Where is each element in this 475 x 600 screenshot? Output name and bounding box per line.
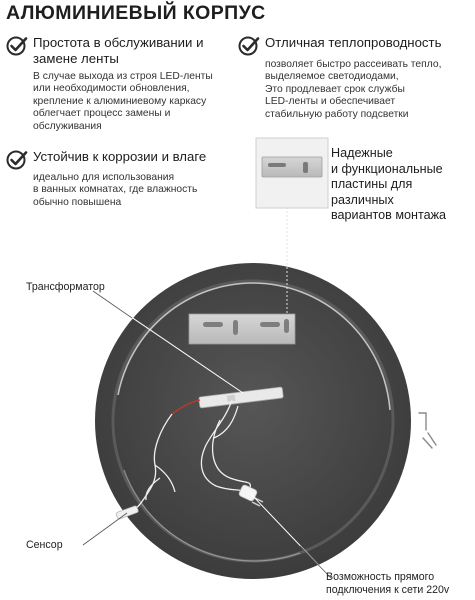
feature-title-line: Устойчив к коррозии и влаге [33,149,207,164]
feature-desc-line: идеально для использования [33,172,175,183]
feature-desc-line: облегчает процесс замены и [33,108,171,120]
feature-desc-line: позволяет быстро рассеивать тепло, [265,59,442,70]
transformer-label: Трансформатор [26,281,105,293]
power-connection-line: Возможность прямого [326,571,435,583]
power-connection-line: подключения к сети 220v [326,584,450,596]
feature-desc-line: обычно повышена [33,196,122,208]
bracket-icon [419,413,436,448]
plates-line: вариантов монтажа [331,208,447,222]
feature-desc-line: Это продлевает срок службы [265,83,405,95]
mirror-body [95,263,411,579]
feature-desc-line: В случае выхода из строя LED-ленты [33,71,213,82]
feature-title-line: Отличная теплопроводность [265,35,442,50]
plates-description [331,146,475,224]
plates-line: пластины для различных [331,177,413,207]
feature-desc-line: выделяемое светодиодами, [265,71,399,83]
transformer-callout-line-dark [93,291,132,318]
plates-line: Надежные [331,146,393,160]
mounting-plate [189,314,295,344]
feature-desc-line: крепление к алюминиевому каркасу [33,95,207,107]
feature-title-line: Простота в обслуживании и [33,35,204,50]
feature-title-line: замене ленты [33,51,119,66]
feature-desc-line: в ванных комнатах, где влажность [33,184,198,196]
plates-line: и функциональные [331,161,443,176]
feature-desc-line: или необходимости обновления, [33,83,190,95]
page-title: АЛЮМИНИЕВЫЙ КОРПУС [6,2,266,24]
mounting-plate-zoom [256,138,328,208]
sensor-label: Сенсор [26,539,63,551]
feature-desc-line: стабильную работу подсветки [265,108,409,120]
power-connection-label [326,571,449,597]
feature-desc-line: обслуживания [33,120,102,132]
sensor-callout-line [83,513,127,545]
feature-desc-line: LED-ленты и обеспечивает [265,96,396,108]
